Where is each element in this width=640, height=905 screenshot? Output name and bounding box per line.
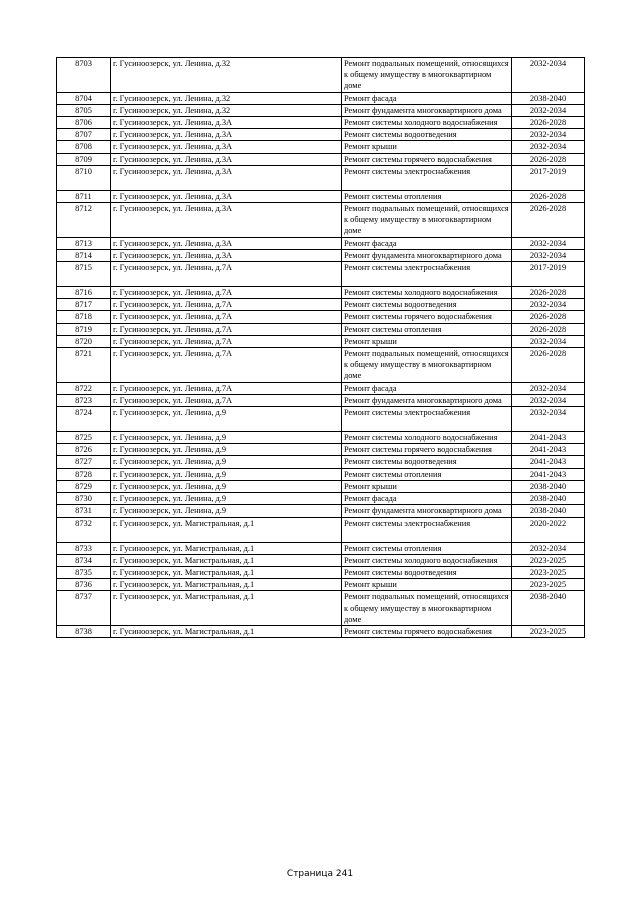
work-type-cell: Ремонт подвальных помещений, относящихся к общему имуществу в многоквартирном доме <box>342 203 512 238</box>
period-cell: 2032-2034 <box>512 129 585 141</box>
table-row <box>57 432 585 444</box>
repair-schedule-table <box>56 57 585 638</box>
table-row <box>57 249 585 261</box>
period-cell: 2023-2025 <box>512 625 585 637</box>
row-number-cell: 8717 <box>57 299 111 311</box>
work-type-cell: Ремонт системы электроснабжения <box>342 165 512 190</box>
address-cell: г. Гусиноозерск, ул. Магистральная, д.1 <box>111 517 342 542</box>
address-cell: г. Гусиноозерск, ул. Ленина, д.3А <box>111 117 342 129</box>
row-number-cell: 8727 <box>57 456 111 468</box>
period-cell: 2032-2034 <box>512 249 585 261</box>
address-cell: г. Гусиноозерск, ул. Ленина, д.3А <box>111 237 342 249</box>
table-row <box>57 203 585 238</box>
row-number-cell: 8719 <box>57 323 111 335</box>
work-type-cell: Ремонт системы холодного водоснабжения <box>342 117 512 129</box>
row-number-cell: 8732 <box>57 517 111 542</box>
table-row <box>57 141 585 153</box>
work-type-cell: Ремонт системы холодного водоснабжения <box>342 554 512 566</box>
work-type-cell: Ремонт подвальных помещений, относящихся к общему имуществу в многоквартирном доме <box>342 58 512 93</box>
period-cell: 2020-2022 <box>512 517 585 542</box>
address-cell: г. Гусиноозерск, ул. Ленина, д.7А <box>111 299 342 311</box>
period-cell: 2032-2034 <box>512 237 585 249</box>
table-row <box>57 505 585 517</box>
work-type-cell: Ремонт фундамента многоквартирного дома <box>342 394 512 406</box>
row-number-cell: 8713 <box>57 237 111 249</box>
row-number-cell: 8708 <box>57 141 111 153</box>
table-row <box>57 444 585 456</box>
period-cell: 2026-2028 <box>512 203 585 238</box>
work-type-cell: Ремонт фасада <box>342 493 512 505</box>
work-type-cell: Ремонт системы водоотведения <box>342 566 512 578</box>
address-cell: г. Гусиноозерск, ул. Магистральная, д.1 <box>111 579 342 591</box>
work-type-cell: Ремонт фасада <box>342 237 512 249</box>
period-cell: 2041-2043 <box>512 444 585 456</box>
work-type-cell: Ремонт фасада <box>342 92 512 104</box>
work-type-cell: Ремонт подвальных помещений, относящихся к общему имуществу в многоквартирном доме <box>342 591 512 626</box>
period-cell: 2026-2028 <box>512 311 585 323</box>
row-number-cell: 8707 <box>57 129 111 141</box>
period-cell: 2032-2034 <box>512 299 585 311</box>
table-row <box>57 566 585 578</box>
table-row <box>57 542 585 554</box>
row-number-cell: 8705 <box>57 104 111 116</box>
address-cell: г. Гусиноозерск, ул. Магистральная, д.1 <box>111 566 342 578</box>
period-cell: 2032-2034 <box>512 394 585 406</box>
table-row <box>57 517 585 542</box>
period-cell: 2026-2028 <box>512 287 585 299</box>
period-cell: 2026-2028 <box>512 153 585 165</box>
table-row <box>57 468 585 480</box>
row-number-cell: 8712 <box>57 203 111 238</box>
row-number-cell: 8721 <box>57 348 111 383</box>
row-number-cell: 8731 <box>57 505 111 517</box>
period-cell: 2023-2025 <box>512 566 585 578</box>
address-cell: г. Гусиноозерск, ул. Ленина, д.3А <box>111 249 342 261</box>
address-cell: г. Гусиноозерск, ул. Ленина, д.3А <box>111 165 342 190</box>
row-number-cell: 8726 <box>57 444 111 456</box>
row-number-cell: 8716 <box>57 287 111 299</box>
row-number-cell: 8720 <box>57 335 111 347</box>
table-row <box>57 394 585 406</box>
address-cell: г. Гусиноозерск, ул. Ленина, д.7А <box>111 348 342 383</box>
period-cell: 2032-2034 <box>512 407 585 432</box>
address-cell: г. Гусиноозерск, ул. Ленина, д.3А <box>111 141 342 153</box>
row-number-cell: 8723 <box>57 394 111 406</box>
row-number-cell: 8715 <box>57 262 111 287</box>
period-cell: 2032-2034 <box>512 335 585 347</box>
table-row <box>57 591 585 626</box>
table-row <box>57 480 585 492</box>
work-type-cell: Ремонт подвальных помещений, относящихся к общему имуществу в многоквартирном доме <box>342 348 512 383</box>
address-cell: г. Гусиноозерск, ул. Ленина, д.7А <box>111 323 342 335</box>
row-number-cell: 8735 <box>57 566 111 578</box>
table-row <box>57 104 585 116</box>
work-type-cell: Ремонт крыши <box>342 335 512 347</box>
period-cell: 2032-2034 <box>512 104 585 116</box>
row-number-cell: 8704 <box>57 92 111 104</box>
work-type-cell: Ремонт системы отопления <box>342 323 512 335</box>
row-number-cell: 8706 <box>57 117 111 129</box>
table-row <box>57 129 585 141</box>
table-row <box>57 311 585 323</box>
row-number-cell: 8728 <box>57 468 111 480</box>
address-cell: г. Гусиноозерск, ул. Ленина, д.9 <box>111 444 342 456</box>
table-row <box>57 165 585 190</box>
address-cell: г. Гусиноозерск, ул. Ленина, д.32 <box>111 92 342 104</box>
work-type-cell: Ремонт крыши <box>342 579 512 591</box>
work-type-cell: Ремонт системы холодного водоснабжения <box>342 287 512 299</box>
table-row <box>57 407 585 432</box>
table-row <box>57 335 585 347</box>
address-cell: г. Гусиноозерск, ул. Ленина, д.7А <box>111 287 342 299</box>
table-row <box>57 262 585 287</box>
period-cell: 2041-2043 <box>512 456 585 468</box>
row-number-cell: 8711 <box>57 190 111 202</box>
table-row <box>57 299 585 311</box>
table-row <box>57 92 585 104</box>
work-type-cell: Ремонт крыши <box>342 141 512 153</box>
period-cell: 2026-2028 <box>512 190 585 202</box>
period-cell: 2026-2028 <box>512 348 585 383</box>
row-number-cell: 8729 <box>57 480 111 492</box>
work-type-cell: Ремонт системы горячего водоснабжения <box>342 311 512 323</box>
work-type-cell: Ремонт системы электроснабжения <box>342 262 512 287</box>
address-cell: г. Гусиноозерск, ул. Ленина, д.32 <box>111 58 342 93</box>
work-type-cell: Ремонт системы отопления <box>342 468 512 480</box>
period-cell: 2038-2040 <box>512 480 585 492</box>
address-cell: г. Гусиноозерск, ул. Ленина, д.9 <box>111 432 342 444</box>
work-type-cell: Ремонт системы водоотведения <box>342 456 512 468</box>
period-cell: 2032-2034 <box>512 542 585 554</box>
table-row <box>57 579 585 591</box>
address-cell: г. Гусиноозерск, ул. Ленина, д.3А <box>111 153 342 165</box>
address-cell: г. Гусиноозерск, ул. Ленина, д.7А <box>111 311 342 323</box>
work-type-cell: Ремонт фундамента многоквартирного дома <box>342 104 512 116</box>
address-cell: г. Гусиноозерск, ул. Ленина, д.9 <box>111 407 342 432</box>
address-cell: г. Гусиноозерск, ул. Ленина, д.7А <box>111 394 342 406</box>
period-cell: 2041-2043 <box>512 432 585 444</box>
work-type-cell: Ремонт системы отопления <box>342 542 512 554</box>
period-cell: 2038-2040 <box>512 92 585 104</box>
table-row <box>57 237 585 249</box>
row-number-cell: 8722 <box>57 382 111 394</box>
table-row <box>57 348 585 383</box>
row-number-cell: 8718 <box>57 311 111 323</box>
page-number: Страница 241 <box>286 869 354 879</box>
work-type-cell: Ремонт системы электроснабжения <box>342 407 512 432</box>
period-cell: 2026-2028 <box>512 117 585 129</box>
table-row <box>57 153 585 165</box>
work-type-cell: Ремонт фундамента многоквартирного дома <box>342 505 512 517</box>
table-row <box>57 190 585 202</box>
address-cell: г. Гусиноозерск, ул. Ленина, д.7А <box>111 262 342 287</box>
period-cell: 2032-2034 <box>512 141 585 153</box>
table-row <box>57 493 585 505</box>
period-cell: 2038-2040 <box>512 505 585 517</box>
period-cell: 2032-2034 <box>512 58 585 93</box>
address-cell: г. Гусиноозерск, ул. Ленина, д.3А <box>111 203 342 238</box>
period-cell: 2017-2019 <box>512 165 585 190</box>
period-cell: 2023-2025 <box>512 579 585 591</box>
work-type-cell: Ремонт системы горячего водоснабжения <box>342 153 512 165</box>
address-cell: г. Гусиноозерск, ул. Ленина, д.7А <box>111 382 342 394</box>
row-number-cell: 8734 <box>57 554 111 566</box>
table-row <box>57 625 585 637</box>
address-cell: г. Гусиноозерск, ул. Ленина, д.3А <box>111 190 342 202</box>
row-number-cell: 8725 <box>57 432 111 444</box>
work-type-cell: Ремонт системы водоотведения <box>342 299 512 311</box>
work-type-cell: Ремонт фундамента многоквартирного дома <box>342 249 512 261</box>
row-number-cell: 8714 <box>57 249 111 261</box>
row-number-cell: 8738 <box>57 625 111 637</box>
work-type-cell: Ремонт системы горячего водоснабжения <box>342 625 512 637</box>
address-cell: г. Гусиноозерск, ул. Ленина, д.9 <box>111 468 342 480</box>
row-number-cell: 8730 <box>57 493 111 505</box>
row-number-cell: 8733 <box>57 542 111 554</box>
row-number-cell: 8736 <box>57 579 111 591</box>
period-cell: 2017-2019 <box>512 262 585 287</box>
work-type-cell: Ремонт системы отопления <box>342 190 512 202</box>
address-cell: г. Гусиноозерск, ул. Ленина, д.9 <box>111 456 342 468</box>
row-number-cell: 8737 <box>57 591 111 626</box>
work-type-cell: Ремонт фасада <box>342 382 512 394</box>
address-cell: г. Гусиноозерск, ул. Магистральная, д.1 <box>111 554 342 566</box>
row-number-cell: 8709 <box>57 153 111 165</box>
table-row <box>57 58 585 93</box>
address-cell: г. Гусиноозерск, ул. Ленина, д.9 <box>111 480 342 492</box>
table-row <box>57 456 585 468</box>
table-body <box>57 58 585 638</box>
period-cell: 2023-2025 <box>512 554 585 566</box>
address-cell: г. Гусиноозерск, ул. Магистральная, д.1 <box>111 625 342 637</box>
row-number-cell: 8703 <box>57 58 111 93</box>
address-cell: г. Гусиноозерск, ул. Ленина, д.7А <box>111 335 342 347</box>
table-row <box>57 323 585 335</box>
table-row <box>57 287 585 299</box>
work-type-cell: Ремонт системы горячего водоснабжения <box>342 444 512 456</box>
address-cell: г. Гусиноозерск, ул. Магистральная, д.1 <box>111 542 342 554</box>
table-row <box>57 382 585 394</box>
work-type-cell: Ремонт крыши <box>342 480 512 492</box>
row-number-cell: 8710 <box>57 165 111 190</box>
period-cell: 2026-2028 <box>512 323 585 335</box>
address-cell: г. Гусиноозерск, ул. Магистральная, д.1 <box>111 591 342 626</box>
work-type-cell: Ремонт системы холодного водоснабжения <box>342 432 512 444</box>
work-type-cell: Ремонт системы водоотведения <box>342 129 512 141</box>
address-cell: г. Гусиноозерск, ул. Ленина, д.32 <box>111 104 342 116</box>
table-row <box>57 117 585 129</box>
address-cell: г. Гусиноозерск, ул. Ленина, д.9 <box>111 505 342 517</box>
period-cell: 2038-2040 <box>512 493 585 505</box>
row-number-cell: 8724 <box>57 407 111 432</box>
address-cell: г. Гусиноозерск, ул. Ленина, д.3А <box>111 129 342 141</box>
work-type-cell: Ремонт системы электроснабжения <box>342 517 512 542</box>
table-row <box>57 554 585 566</box>
address-cell: г. Гусиноозерск, ул. Ленина, д.9 <box>111 493 342 505</box>
period-cell: 2032-2034 <box>512 382 585 394</box>
period-cell: 2038-2040 <box>512 591 585 626</box>
period-cell: 2041-2043 <box>512 468 585 480</box>
